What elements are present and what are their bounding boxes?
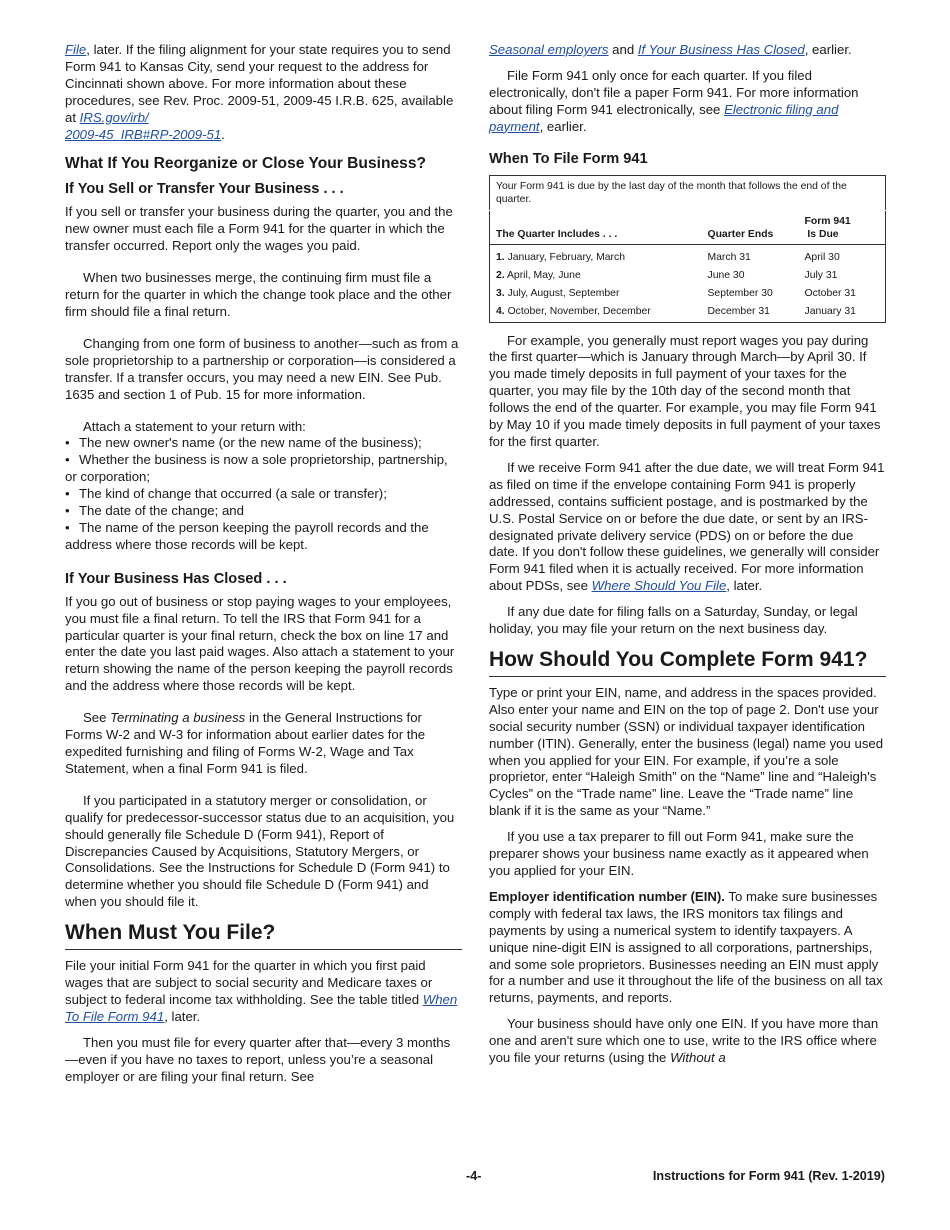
paragraph-initial-form: File your initial Form 941 for the quarter in which you first paid wages that are subject to social security and Medicare taxes or subject to federal income tax withholding. See the table titled When To File Form 941, later.: [65, 958, 458, 1024]
paragraph-business-closed: If you go out of business or stop paying wages to your employees, you must file a final return. To tell the IRS that Form 941 for a particular quarter is your final return, check the box on line 17 and enter the date you last paid wages. Also attach a statement to your return showing the name of the person keeping the payroll records and the address where those records will be kept.: [65, 593, 455, 694]
paragraph-every-quarter: Then you must file for every quarter after that—every 3 months—even if you have no taxes to report, unless you’re a seasonal employer or are filing your final return. See: [65, 1034, 451, 1084]
paragraph-type-or-print: Type or print your EIN, name, and address in the spaces provided. Also enter your name and EIN on the top of page 2. Don't use your social security number (SSN) or individual taxpayer identification number (ITIN). Generally, enter the business (legal) name you used when you applied for your EIN. For example, if you’re a sole proprietor, enter “Haleigh Smith” on the “Name” line and “Haleigh's Cycles” on the “Trade name” line. Leave the “Trade name” line blank if it is the same as your “Name.”: [489, 684, 884, 819]
paragraph-tax-preparer: If you use a tax preparer to fill out Form 941, make sure the preparer shows your business name exactly as it appeared when you applied for your EIN.: [489, 829, 869, 878]
right-column: [489, 42, 886, 1076]
table-row: 4. October, November, December December 31 January 31: [496, 305, 856, 317]
heading-business-closed: If Your Business Has Closed . . .: [65, 570, 287, 587]
column-header-quarter-ends: Quarter Ends: [702, 210, 799, 244]
paragraph-ein: Employer identification number (EIN). To make sure businesses comply with federal tax laws, the IRS monitors tax filings and payments by using a numerical system to identify taxpayers. A unique nine-digit EIN is assigned to all corporations, partnerships, and some sole proprietors. Businesses needing an EIN must apply for a number and use it throughout the life of the business on all tax returns, payments, and reports.: [489, 888, 883, 1006]
link-business-closed[interactable]: If Your Business Has Closed: [637, 42, 805, 57]
paragraph-late-receipt: If we receive Form 941 after the due date, we will treat Form 941 as filed on time if the envelope containing Form 941 is properly addressed, contains sufficient postage, and is postmarked by the U.S. Postal Service on or before the due date, or sent by an IRS-designated private delivery service (PDS) on or before the due date. If you don't follow these guidelines, we generally will consider Form 941 filed when it is actually received. For more information about PDSs, see Where Should You File, later.: [489, 459, 885, 594]
document-title: Instructions for Form 941 (Rev. 1-2019): [652, 1169, 885, 1183]
table-row: 3. July, August, September September 30 October 31: [496, 288, 856, 300]
column-header-quarter: The Quarter Includes . . .: [490, 210, 702, 244]
link-file[interactable]: File: [65, 42, 87, 57]
list-item: • The date of the change; and: [65, 503, 462, 520]
due-date-table: [489, 175, 886, 323]
paragraph-file-once: File Form 941 only once for each quarter. If you filed electronically, don't file a paper Form 941. For more information about filing Form 941 electronically, see Electronic filing and payment, earlier.: [489, 67, 859, 134]
link-when-to-file[interactable]: When To File Form 941: [65, 991, 458, 1024]
paragraph-filing-alignment: File, later. If the filing alignment for your state requires you to send Form 941 to Kansas City, send your request to the address for Cincinnati shown above. For more information about these procedures, see Rev. Proc. 2009-51, 2009-45 I.R.B. 625, available at IRS.gov/irb/ 2009-45_IRB#RP-2009-51.: [65, 42, 454, 142]
paragraph-holiday: If any due date for filing falls on a Saturday, Sunday, or legal holiday, you may file your return on the next business day.: [489, 604, 858, 637]
heading-sell-transfer: If You Sell or Transfer Your Business . . .: [65, 181, 344, 198]
paragraph-statutory-merger: If you participated in a statutory merger or consolidation, or qualify for predecessor-successor status due to an acquisition, you should generally file Schedule D (Form 941), Report of Discrepancies Caused by Acquisitions, Statutory Mergers, or Consolidations. See the Instructions for Schedule D (Form 941) to determine whether you should file Schedule D (Form 941) and when you should file it.: [65, 792, 455, 910]
ein-label: Employer identification number (EIN).: [489, 888, 725, 904]
list-item: • The kind of change that occurred (a sale or transfer);: [65, 486, 462, 503]
heading-when-must-you-file: When Must You File?: [65, 920, 462, 950]
column-header-due: Form 941 Is Due: [799, 210, 886, 244]
paragraph-example: For example, you generally must report wages you pay during the first quarter—which is January through March—by April 30. If you made timely deposits in full payment of your taxes for the quarter, you may file by the 10th day of the second month that follows the end of the quarter. For example, you may file Form 941 by May 10 if you made timely deposits in full payment of your taxes for the first quarter.: [489, 332, 881, 449]
link-electronic-filing[interactable]: Electronic filing and payment: [489, 101, 839, 134]
left-column: [65, 42, 462, 1095]
paragraph-merge: When two businesses merge, the continuing firm must file a return for the quarter in which the change took place and the other firm should file a final return.: [65, 270, 452, 319]
link-irs-irb[interactable]: IRS.gov/irb/ 2009-45_IRB#RP-2009-51: [65, 109, 222, 142]
heading-when-to-file-941: When To File Form 941: [489, 150, 648, 167]
paragraph-seasonal-continued: Seasonal employers and If Your Business Has Closed, earlier.: [489, 42, 852, 57]
paragraph-one-ein: Your business should have only one EIN. If you have more than one and aren't sure which one to use, write to the IRS office where you file your returns (using the Without a: [489, 1016, 879, 1066]
paragraph-changing-form: Changing from one form of business to another—such as from a sole proprietorship to a partnership or corporation—is considered a transfer. If a transfer occurs, you may need a new EIN. See Pub. 1635 and section 1 of Pub. 15 for more information.: [65, 335, 459, 402]
list-item: • The name of the person keeping the payroll records and the address where those records will be kept.: [65, 520, 462, 554]
link-where-to-file[interactable]: Where Should You File: [591, 578, 727, 594]
attach-statement-intro: Attach a statement to your return with:: [83, 418, 306, 434]
attach-statement-list: [65, 419, 462, 554]
heading-reorganize-close: What If You Reorganize or Close Your Business?: [65, 155, 427, 173]
page-number: -4-: [466, 1169, 482, 1183]
link-seasonal-employers[interactable]: Seasonal employers: [489, 42, 609, 57]
paragraph-sell-transfer: If you sell or transfer your business during the quarter, you and the new owner must each file a Form 941 for the quarter in which the transfer occurred. Report only the wages you paid.: [65, 204, 453, 254]
list-item: • Whether the business is now a sole proprietorship, partnership, or corporation;: [65, 452, 462, 486]
table-row: 2. April, May, June June 30 July 31: [496, 269, 838, 281]
paragraph-terminating-business: See Terminating a business in the General Instructions for Forms W-2 and W-3 for information about earlier dates for the expedited furnishing and filing of Forms W-2, Wage and Tax Statement, when a final Form 941 is filed.: [65, 710, 426, 776]
table-row: 1. January, February, March March 31 April 30: [496, 251, 840, 263]
heading-how-complete: How Should You Complete Form 941?: [489, 647, 886, 677]
table-note: Your Form 941 is due by the last day of the month that follows the end of the quarter.: [490, 175, 886, 210]
list-item: • The new owner's name (or the new name of the business);: [65, 435, 462, 452]
